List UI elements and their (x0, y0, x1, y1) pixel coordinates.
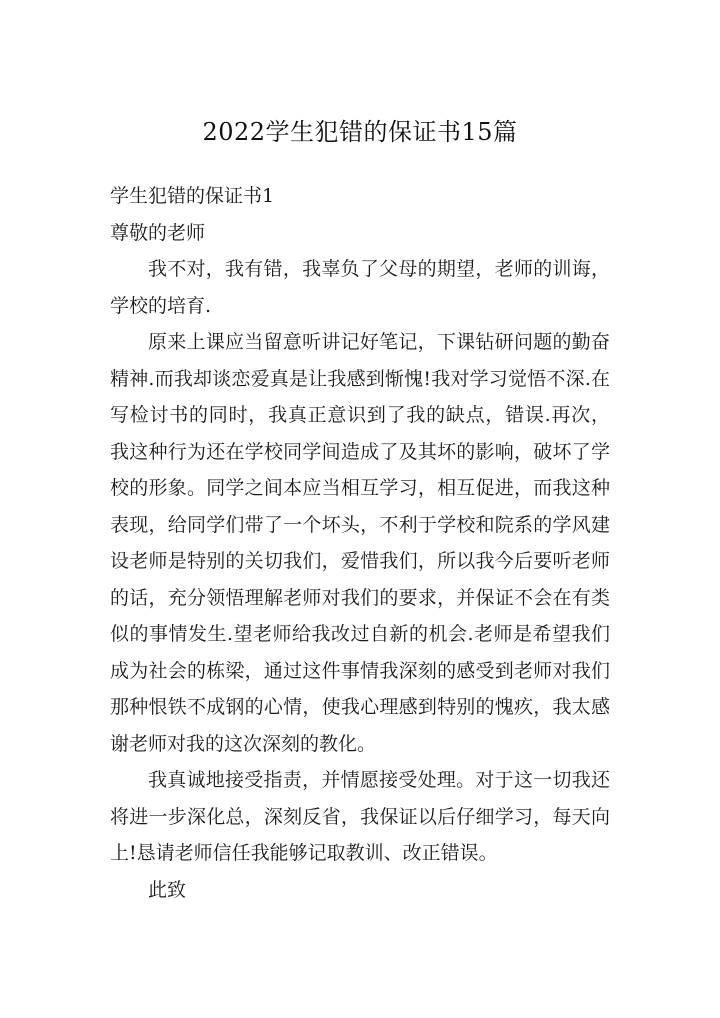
closing: 此致 (148, 878, 187, 901)
document-title: 2022学生犯错的保证书15篇 (202, 118, 518, 146)
paragraph-1: 我不对，我有错，我辜负了父母的期望，老师的训诲，学校的培育. (110, 258, 610, 317)
paragraph-3: 我真诚地接受指责，并情愿接受处理。对于这一切我还将进一步深化总，深刻反省，我保证以后仔细学习，每天向上!恳请老师信任我能够记取教训、改正错误。 (110, 769, 610, 864)
section-heading: 学生犯错的保证书1 (110, 185, 275, 207)
paragraph-2: 原来上课应当留意听讲记好笔记，下课钻研问题的勤奋精神.而我却谈恋爱真是让我感到惭愧!我对学习觉悟不深.在写检讨书的同时，我真正意识到了我的缺点，错误.再次，我这种行为还在学校同学间造成了及其坏的影响，破坏了学校的形象。同学之间本应当相互学习，相互促进，而我这种表现，给同学们带了一个坏头，不利于学校和院系的学风建设老师是特别的关切我们，爱惜我们，所以我今后要听老师的话，充分领悟理解老师对我们的要求，并保证不会在有类似的事情发生.望老师给我改过自新的机会.老师是希望我们成为社会的栋梁，通过这件事情我深刻的感受到老师对我们那种恨铁不成钢的心情，使我心理感到特别的愧疚，我太感谢老师对我的这次深刻的教化。 (110, 331, 610, 755)
salutation: 尊敬的老师 (110, 221, 206, 244)
document-body (110, 178, 610, 908)
